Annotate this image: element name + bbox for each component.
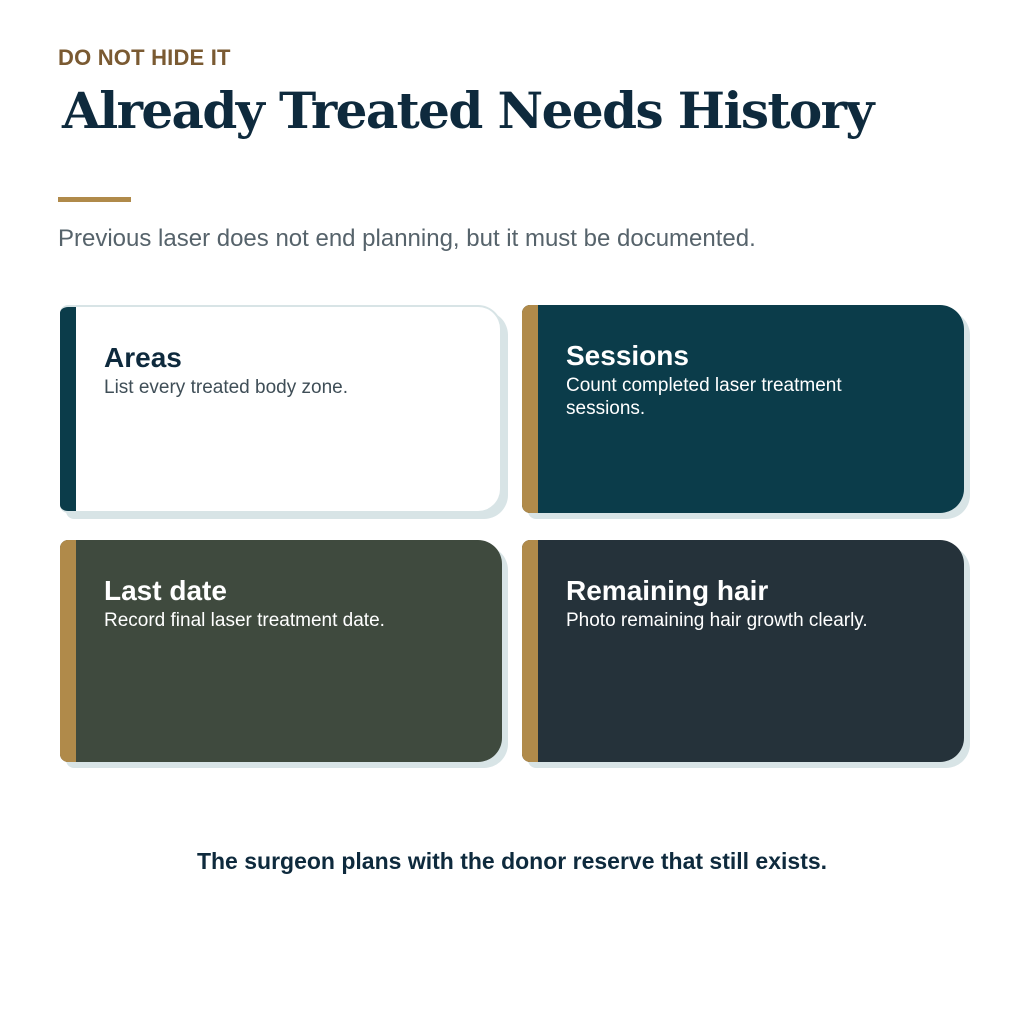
card-title: Sessions <box>566 340 689 371</box>
card-last-date <box>60 540 502 762</box>
title-divider <box>58 197 131 202</box>
footer-note: The surgeon plans with the donor reserve that still exists. <box>196 848 828 874</box>
card-remaining-hair <box>522 540 964 762</box>
card-accent-bar <box>60 307 76 511</box>
card-description: List every treated body zone. <box>104 377 348 398</box>
card-accent-bar <box>60 540 76 762</box>
card-description: Count completed laser treatment sessions. <box>566 375 842 419</box>
card-areas <box>60 305 502 513</box>
card-sessions <box>522 305 964 513</box>
card-description: Record final laser treatment date. <box>104 610 385 631</box>
page-title: Already Treated Needs History <box>62 81 873 140</box>
card-accent-bar <box>522 305 538 513</box>
page-subtitle: Previous laser does not end planning, but it must be documented. <box>58 225 756 252</box>
card-title: Areas <box>104 342 182 373</box>
card-title: Last date <box>104 575 227 606</box>
eyebrow-label: DO NOT HIDE IT <box>58 45 231 70</box>
card-title: Remaining hair <box>566 575 769 606</box>
card-accent-bar <box>522 540 538 762</box>
card-description: Photo remaining hair growth clearly. <box>566 610 868 631</box>
